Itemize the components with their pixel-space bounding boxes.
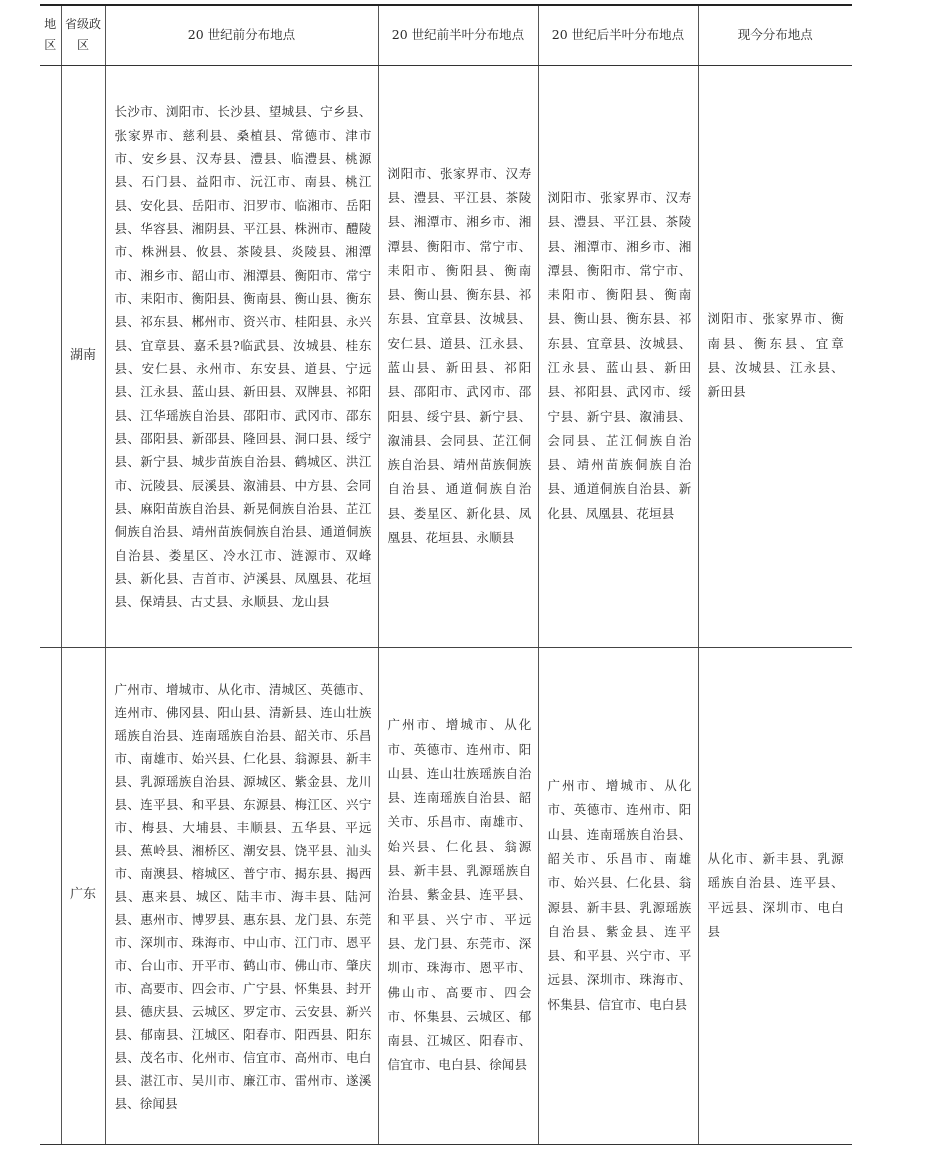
early-20th-century-cell: 广州市、增城市、从化市、英德市、连州市、阳山县、连山壮族瑶族自治县、连南瑶族自治县、韶关市、乐昌市、南雄市、始兴县、仁化县、翁源县、新丰县、乳源瑶族自治县、紫金县、连平县、和平县、兴宁市、平远县、龙门县、东莞市、深圳市、珠海市、恩平市、佛山市、高要市、四会市、怀集县、云城区、郁南县、江城区、阳春市、信宜市、电白县、徐闻县 [378, 647, 538, 1144]
header-early-20th-century: 20 世纪前半叶分布地点 [378, 5, 538, 65]
late-20th-century-cell: 广州市、增城市、从化市、英德市、连州市、阳山县、连南瑶族自治县、韶关市、乐昌市、南雄市、始兴县、仁化县、翁源县、新丰县、乳源瑶族自治县、紫金县、连平县、和平县、兴宁市、平远县、深圳市、珠海市、怀集县、信宜市、电白县 [538, 647, 698, 1144]
early-20th-century-cell: 浏阳市、张家界市、汉寿县、澧县、平江县、茶陵县、湘潭市、湘乡市、湘潭县、衡阳市、常宁市、耒阳市、衡阳县、衡南县、衡山县、衡东县、祁东县、宜章县、汝城县、安仁县、道县、江永县、蓝山县、新田县、祁阳县、邵阳市、武冈市、邵阳县、绥宁县、新宁县、溆浦县、会同县、芷江侗族自治县、靖州苗族侗族自治县、通道侗族自治县、娄星区、新化县、凤凰县、花垣县、永顺县 [378, 65, 538, 647]
province-cell: 广东 [61, 647, 105, 1144]
header-region: 地区 [40, 5, 61, 65]
region-cell [40, 65, 61, 647]
pre-20th-century-cell: 广州市、增城市、从化市、清城区、英德市、连州市、佛冈县、阳山县、清新县、连山壮族瑶族自治县、连南瑶族自治县、韶关市、乐昌市、南雄市、始兴县、仁化县、翁源县、新丰县、乳源瑶族自治县、源城区、紫金县、龙川县、连平县、和平县、东源县、梅江区、兴宁市、梅县、大埔县、丰顺县、五华县、平远县、蕉岭县、湘桥区、潮安县、饶平县、汕头市、南澳县、榕城区、普宁市、揭东县、揭西县、惠来县、城区、陆丰市、海丰县、陆河县、惠州市、博罗县、惠东县、龙门县、东莞市、深圳市、珠海市、中山市、江门市、恩平市、台山市、开平市、鹤山市、佛山市、肇庆市、高要市、四会市、广宁县、怀集县、封开县、德庆县、云城区、罗定市、云安县、新兴县、郁南县、江城区、阳春市、阳西县、阳东县、茂名市、化州市、信宜市、高州市、电白县、湛江市、吴川市、廉江市、雷州市、遂溪县、徐闻县 [105, 647, 378, 1144]
current-cell: 浏阳市、张家界市、衡南县、衡东县、宜章县、汝城县、江永县、新田县 [698, 65, 852, 647]
table-header-row [40, 5, 852, 65]
late-20th-century-cell: 浏阳市、张家界市、汉寿县、澧县、平江县、茶陵县、湘潭市、湘乡市、湘潭县、衡阳市、常宁市、耒阳市、衡阳县、衡南县、衡山县、衡东县、祁东县、宜章县、汝城县、江永县、蓝山县、新田县、祁阳县、武冈市、绥宁县、新宁县、溆浦县、会同县、芷江侗族自治县、靖州苗族侗族自治县、通道侗族自治县、新化县、凤凰县、花垣县 [538, 65, 698, 647]
header-current: 现今分布地点 [698, 5, 852, 65]
header-pre-20th-century: 20 世纪前分布地点 [105, 5, 378, 65]
province-cell: 湖南 [61, 65, 105, 647]
header-province: 省级政区 [61, 5, 105, 65]
current-cell: 从化市、新丰县、乳源瑶族自治县、连平县、平远县、深圳市、电白县 [698, 647, 852, 1144]
table-row [40, 65, 852, 647]
table-row [40, 647, 852, 1144]
region-cell [40, 647, 61, 1144]
header-late-20th-century: 20 世纪后半叶分布地点 [538, 5, 698, 65]
pre-20th-century-cell: 长沙市、浏阳市、长沙县、望城县、宁乡县、张家界市、慈利县、桑植县、常德市、津市市、安乡县、汉寿县、澧县、临澧县、桃源县、石门县、益阳市、沅江市、南县、桃江县、安化县、岳阳市、汨罗市、临湘市、岳阳县、华容县、湘阴县、平江县、株洲市、醴陵市、株洲县、攸县、茶陵县、炎陵县、湘潭市、湘乡市、韶山市、湘潭县、衡阳市、常宁市、耒阳市、衡阳县、衡南县、衡山县、衡东县、祁东县、郴州市、资兴市、桂阳县、永兴县、宜章县、嘉禾县?临武县、汝城县、桂东县、安仁县、永州市、东安县、道县、宁远县、江永县、蓝山县、新田县、双牌县、祁阳县、江华瑶族自治县、邵阳市、武冈市、邵东县、邵阳县、新邵县、隆回县、洞口县、绥宁县、新宁县、城步苗族自治县、鹤城区、洪江市、沅陵县、辰溪县、溆浦县、中方县、会同县、麻阳苗族自治县、新晃侗族自治县、芷江侗族自治县、靖州苗族侗族自治县、通道侗族自治县、娄星区、冷水江市、涟源市、双峰县、新化县、吉首市、泸溪县、凤凰县、花垣县、保靖县、古丈县、永顺县、龙山县 [105, 65, 378, 647]
distribution-table [40, 4, 852, 1145]
